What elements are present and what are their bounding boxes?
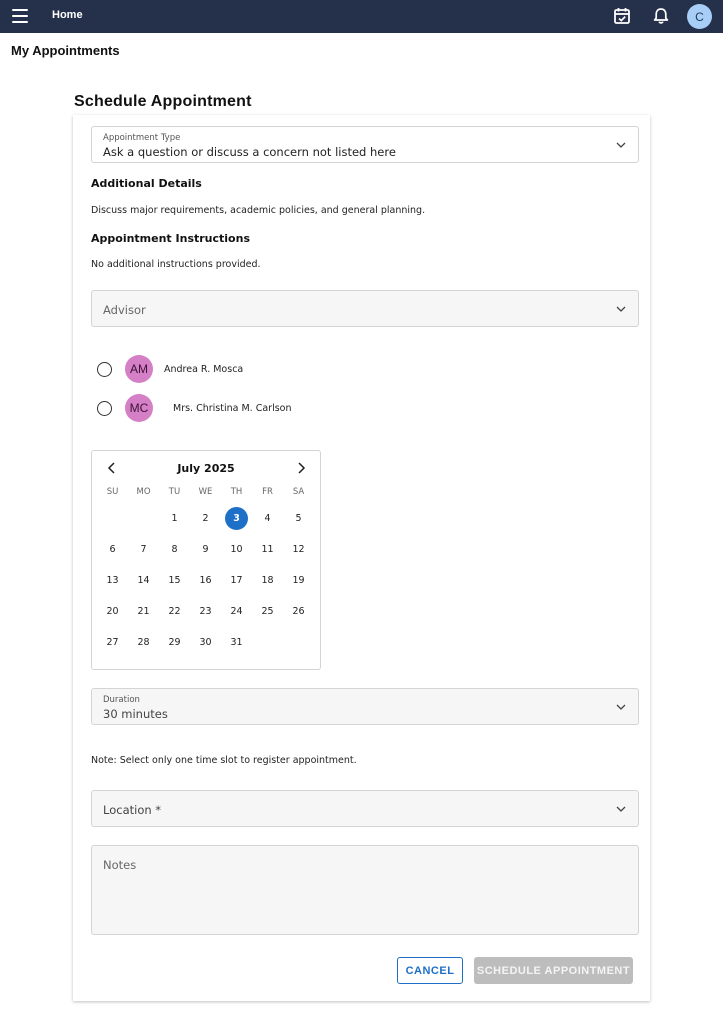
top-app-bar <box>0 0 723 33</box>
location-placeholder: Location * <box>103 803 162 817</box>
calendar-day-number: 15 <box>168 575 181 586</box>
calendar-day-number: 22 <box>168 606 181 617</box>
calendar-day[interactable] <box>97 627 128 658</box>
weekday-label: SA <box>292 487 305 497</box>
calendar-day[interactable] <box>190 627 221 658</box>
duration-value: 30 minutes <box>103 707 168 721</box>
calendar-day[interactable] <box>252 534 283 565</box>
calendar-day[interactable] <box>190 565 221 596</box>
advisor-radio[interactable] <box>97 362 112 377</box>
calendar-day[interactable] <box>128 596 159 627</box>
calendar-day-number: 18 <box>261 575 274 586</box>
advisor-option-mosca[interactable] <box>97 355 243 383</box>
calendar-day-number: 29 <box>168 637 181 648</box>
calendar-month-label: July 2025 <box>177 462 235 475</box>
calendar-day-number: 4 <box>264 513 271 524</box>
advisor-placeholder: Advisor <box>103 303 146 317</box>
appointment-type-select[interactable] <box>91 126 639 163</box>
calendar-day[interactable] <box>97 534 128 565</box>
calendar-day[interactable] <box>190 503 221 534</box>
weekday-label: WE <box>198 487 213 497</box>
calendar-day[interactable] <box>252 503 283 534</box>
calendar-day-number: 3 <box>225 507 248 530</box>
chevron-down-icon <box>616 140 626 150</box>
duration-select[interactable] <box>91 688 639 725</box>
calendar-day[interactable] <box>159 565 190 596</box>
appointment-instructions-heading: Appointment Instructions <box>91 232 250 245</box>
calendar-day-number: 24 <box>230 606 243 617</box>
calendar-day-number: 5 <box>295 513 302 524</box>
app-bar-title[interactable]: Home <box>52 9 83 21</box>
weekday-label: SU <box>106 487 119 497</box>
calendar-grid <box>97 485 315 658</box>
calendar-day[interactable] <box>190 534 221 565</box>
calendar-day-number: 17 <box>230 575 243 586</box>
advisor-option-carlson[interactable] <box>97 394 292 422</box>
calendar-day-number: 30 <box>199 637 212 648</box>
calendar-day[interactable] <box>283 503 314 534</box>
calendar-day-number: 20 <box>106 606 119 617</box>
advisor-name: Andrea R. Mosca <box>164 363 244 375</box>
date-calendar <box>91 450 321 670</box>
notes-textarea[interactable] <box>91 845 639 935</box>
advisor-avatar: AM <box>125 355 153 383</box>
advisor-name: Mrs. Christina M. Carlson <box>173 402 292 414</box>
calendar-day-number: 13 <box>106 575 119 586</box>
location-select[interactable] <box>91 790 639 827</box>
bell-icon[interactable] <box>651 6 671 26</box>
calendar-day[interactable] <box>252 565 283 596</box>
calendar-day[interactable] <box>283 565 314 596</box>
page-title: My Appointments <box>11 43 120 58</box>
calendar-day-number: 10 <box>230 544 243 555</box>
appointment-instructions-text: No additional instructions provided. <box>91 259 261 270</box>
cancel-button[interactable]: CANCEL <box>397 957 463 984</box>
advisor-radio[interactable] <box>97 401 112 416</box>
calendar-day[interactable] <box>97 596 128 627</box>
calendar-day-selected[interactable] <box>221 503 252 534</box>
time-slot-note: Note: Select only one time slot to register appointment. <box>91 755 357 766</box>
calendar-day-number: 25 <box>261 606 274 617</box>
notes-placeholder: Notes <box>103 858 137 872</box>
calendar-blank-cell <box>97 503 128 534</box>
user-avatar[interactable]: C <box>687 4 712 29</box>
advisor-select[interactable] <box>91 290 639 327</box>
calendar-day[interactable] <box>221 534 252 565</box>
calendar-day-number: 11 <box>261 544 274 555</box>
advisor-avatar: MC <box>125 394 153 422</box>
duration-label: Duration <box>103 695 140 705</box>
calendar-day-number: 1 <box>171 513 178 524</box>
calendar-day-number: 21 <box>137 606 150 617</box>
calendar-day-number: 28 <box>137 637 150 648</box>
calendar-day-number: 27 <box>106 637 119 648</box>
calendar-day[interactable] <box>128 565 159 596</box>
chevron-down-icon <box>616 304 626 314</box>
calendar-day-number: 19 <box>292 575 305 586</box>
calendar-day[interactable] <box>283 534 314 565</box>
calendar-day-number: 16 <box>199 575 212 586</box>
calendar-day-number: 26 <box>292 606 305 617</box>
calendar-day-number: 12 <box>292 544 305 555</box>
appointment-type-label: Appointment Type <box>103 133 181 143</box>
calendar-day-number: 31 <box>230 637 243 648</box>
calendar-blank-cell <box>128 503 159 534</box>
calendar-day-number: 7 <box>140 544 147 555</box>
calendar-day-number: 9 <box>202 544 209 555</box>
menu-icon[interactable] <box>12 9 28 23</box>
weekday-label: TH <box>230 487 243 497</box>
calendar-day[interactable] <box>221 627 252 658</box>
weekday-label: TU <box>168 487 181 497</box>
schedule-appointment-button[interactable]: SCHEDULE APPOINTMENT <box>474 957 633 984</box>
calendar-day[interactable] <box>252 596 283 627</box>
calendar-day[interactable] <box>128 534 159 565</box>
calendar-day-number: 14 <box>137 575 150 586</box>
calendar-day[interactable] <box>159 534 190 565</box>
calendar-day[interactable] <box>190 596 221 627</box>
calendar-day-number: 2 <box>202 513 209 524</box>
calendar-day[interactable] <box>159 503 190 534</box>
calendar-day-number: 8 <box>171 544 178 555</box>
chevron-down-icon <box>616 702 626 712</box>
chevron-down-icon <box>616 804 626 814</box>
calendar-day[interactable] <box>283 596 314 627</box>
weekday-label: FR <box>262 487 273 497</box>
additional-details-text: Discuss major requirements, academic policies, and general planning. <box>91 205 426 216</box>
weekday-label: MO <box>136 487 151 497</box>
calendar-day[interactable] <box>128 627 159 658</box>
calendar-day[interactable] <box>221 596 252 627</box>
calendar-day[interactable] <box>97 565 128 596</box>
calendar-day-number: 23 <box>199 606 212 617</box>
calendar-day[interactable] <box>221 565 252 596</box>
chevron-right-icon[interactable] <box>294 461 308 475</box>
form-title: Schedule Appointment <box>74 93 252 110</box>
calendar-day[interactable] <box>159 627 190 658</box>
calendar-check-icon[interactable] <box>612 6 632 26</box>
appointment-type-value: Ask a question or discuss a concern not listed here <box>103 145 396 159</box>
additional-details-heading: Additional Details <box>91 177 202 190</box>
calendar-day-number: 6 <box>109 544 116 555</box>
calendar-day[interactable] <box>159 596 190 627</box>
